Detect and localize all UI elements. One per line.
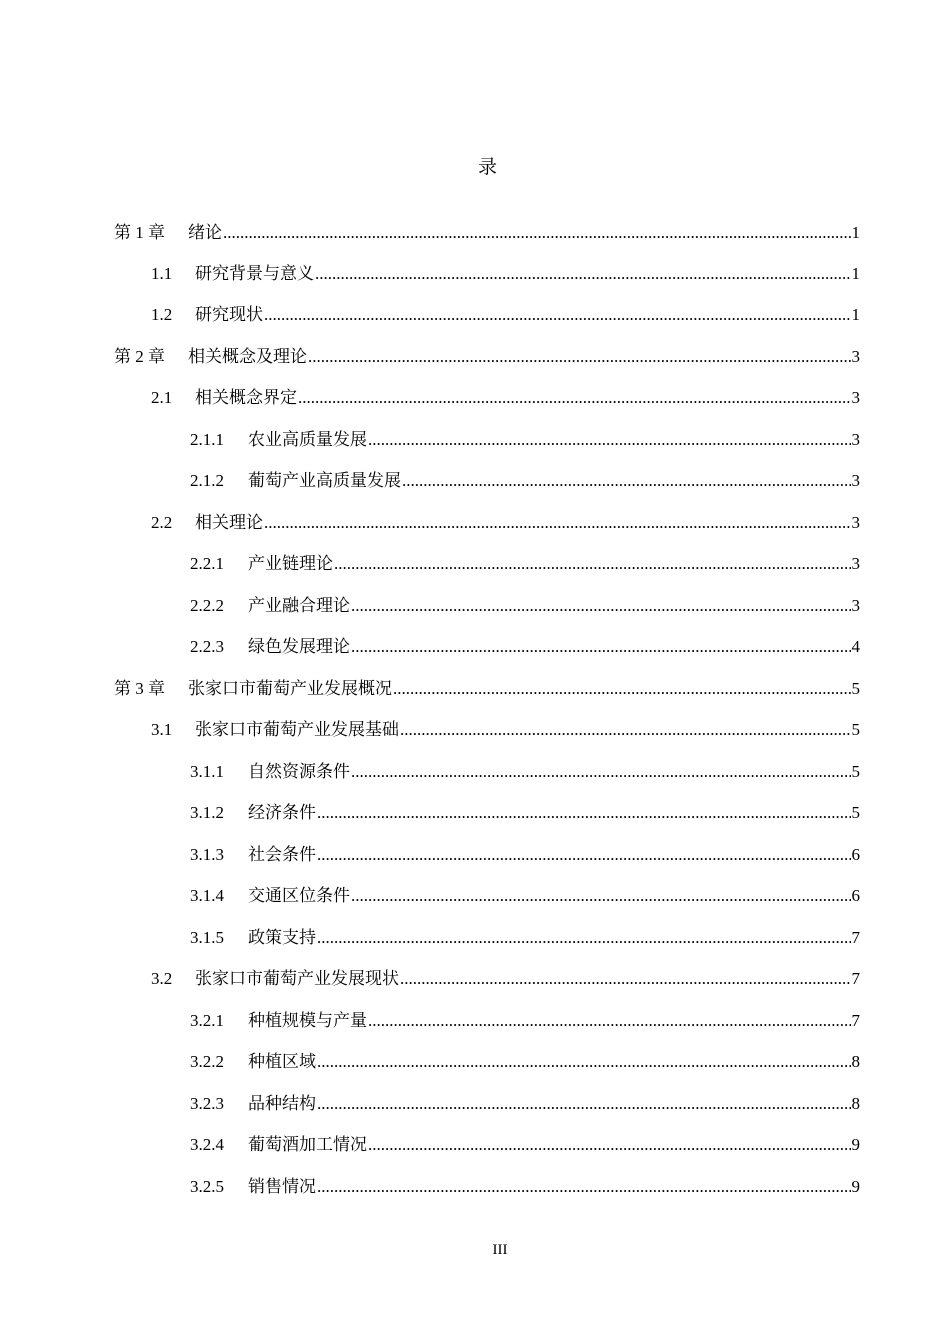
toc-entry[interactable]	[151, 964, 860, 988]
entry-number: 3.2.4	[190, 1135, 224, 1154]
entry-title: 葡萄产业高质量发展	[248, 471, 401, 490]
entry-title: 经济条件	[248, 803, 316, 822]
toc-entry[interactable]	[151, 508, 860, 532]
entry-number: 第 1 章	[114, 223, 165, 242]
entry-page: 6	[851, 845, 860, 864]
entry-page: 1	[851, 223, 860, 242]
entry-number: 3.1	[151, 720, 173, 739]
entry-page: 3	[851, 430, 860, 449]
entry-number: 3.1.1	[190, 762, 224, 781]
toc-entry[interactable]	[190, 1089, 860, 1113]
entry-title: 政策支持	[248, 928, 316, 947]
entry-title: 研究现状	[195, 305, 263, 324]
entry-page: 3	[851, 388, 860, 407]
entry-number: 1.2	[151, 305, 173, 324]
entry-page: 4	[851, 637, 860, 656]
entry-number: 2.1.2	[190, 471, 224, 490]
dot-leader	[317, 1177, 851, 1197]
entry-page: 1	[851, 264, 860, 283]
entry-number: 3.2.2	[190, 1052, 224, 1071]
toc-entry[interactable]	[151, 300, 860, 324]
entry-title: 产业链理论	[248, 554, 333, 573]
dot-leader	[368, 430, 851, 450]
entry-page: 3	[851, 596, 860, 615]
entry-title: 自然资源条件	[248, 762, 350, 781]
dot-leader	[400, 969, 851, 989]
toc-entry[interactable]	[190, 1047, 860, 1071]
entry-title: 相关理论	[195, 513, 263, 532]
toc-entry[interactable]	[114, 218, 860, 242]
entry-number: 第 2 章	[114, 347, 165, 366]
entry-title: 销售情况	[248, 1177, 316, 1196]
page-number: III	[492, 1242, 508, 1258]
toc-entry[interactable]	[190, 632, 860, 656]
entry-page: 9	[851, 1177, 860, 1196]
entry-page: 8	[851, 1052, 860, 1071]
toc-entry[interactable]	[190, 881, 860, 905]
entry-number: 第 3 章	[114, 679, 165, 698]
entry-page: 8	[851, 1094, 860, 1113]
toc-entry[interactable]	[114, 674, 860, 698]
entry-title: 张家口市葡萄产业发展基础	[195, 720, 399, 739]
entry-number: 3.1.2	[190, 803, 224, 822]
entry-number: 3.2.1	[190, 1011, 224, 1030]
entry-page: 5	[851, 762, 860, 781]
entry-number: 3.1.5	[190, 928, 224, 947]
entry-title: 张家口市葡萄产业发展概况	[188, 679, 392, 698]
toc-entry[interactable]	[190, 1172, 860, 1196]
dot-leader	[351, 596, 851, 616]
entry-page: 5	[851, 679, 860, 698]
entry-title: 张家口市葡萄产业发展现状	[195, 969, 399, 988]
entry-title: 农业高质量发展	[248, 430, 367, 449]
entry-page: 1	[851, 305, 860, 324]
dot-leader	[351, 637, 851, 657]
toc-title: 录	[477, 157, 497, 178]
entry-title: 产业融合理论	[248, 596, 350, 615]
entry-title: 相关概念及理论	[188, 347, 307, 366]
entry-title: 种植区域	[248, 1052, 316, 1071]
toc-entry[interactable]	[114, 342, 860, 366]
entry-title: 研究背景与意义	[195, 264, 314, 283]
entry-number: 2.1	[151, 388, 173, 407]
toc-entry[interactable]	[190, 549, 860, 573]
dot-leader	[368, 1135, 851, 1155]
dot-leader	[317, 845, 851, 865]
dot-leader	[315, 264, 851, 284]
toc-entry[interactable]	[190, 923, 860, 947]
entry-number: 3.1.4	[190, 886, 224, 905]
entry-number: 3.2.3	[190, 1094, 224, 1113]
toc-entry[interactable]	[190, 1006, 860, 1030]
toc-entry[interactable]	[151, 715, 860, 739]
entry-title: 相关概念界定	[195, 388, 297, 407]
toc-entry[interactable]	[190, 840, 860, 864]
dot-leader	[264, 305, 851, 325]
entry-title: 品种结构	[248, 1094, 316, 1113]
toc-entry[interactable]	[151, 383, 860, 407]
entry-number: 1.1	[151, 264, 173, 283]
toc-entry[interactable]	[190, 425, 860, 449]
entry-title: 社会条件	[248, 845, 316, 864]
toc-entry[interactable]	[190, 591, 860, 615]
dot-leader	[368, 1011, 851, 1031]
dot-leader	[317, 1094, 851, 1114]
entry-page: 3	[851, 471, 860, 490]
dot-leader	[298, 388, 851, 408]
toc-entry[interactable]	[190, 1130, 860, 1154]
entry-number: 2.2.2	[190, 596, 224, 615]
entry-page: 7	[851, 1011, 860, 1030]
entry-number: 2.2	[151, 513, 173, 532]
entry-page: 3	[851, 513, 860, 532]
entry-title: 绿色发展理论	[248, 637, 350, 656]
dot-leader	[393, 679, 851, 699]
entry-title: 交通区位条件	[248, 886, 350, 905]
entry-title: 绪论	[188, 223, 222, 242]
entry-page: 5	[851, 803, 860, 822]
toc-entry[interactable]	[151, 259, 860, 283]
dot-leader	[264, 513, 851, 533]
entry-number: 3.1.3	[190, 845, 224, 864]
entry-page: 3	[851, 347, 860, 366]
dot-leader	[317, 1052, 851, 1072]
entry-page: 6	[851, 886, 860, 905]
entry-number: 3.2.5	[190, 1177, 224, 1196]
toc-entry[interactable]	[190, 798, 860, 822]
entry-page: 7	[851, 969, 860, 988]
entry-title: 葡萄酒加工情况	[248, 1135, 367, 1154]
dot-leader	[400, 720, 851, 740]
dot-leader	[317, 803, 851, 823]
dot-leader	[317, 928, 851, 948]
entry-number: 2.2.1	[190, 554, 224, 573]
entry-page: 5	[851, 720, 860, 739]
dot-leader	[351, 762, 851, 782]
dot-leader	[402, 471, 851, 491]
entry-number: 2.2.3	[190, 637, 224, 656]
entry-page: 9	[851, 1135, 860, 1154]
entry-page: 7	[851, 928, 860, 947]
dot-leader	[334, 554, 851, 574]
entry-number: 2.1.1	[190, 430, 224, 449]
entry-page: 3	[851, 554, 860, 573]
dot-leader	[223, 223, 851, 243]
toc-entry[interactable]	[190, 466, 860, 490]
entry-number: 3.2	[151, 969, 173, 988]
dot-leader	[351, 886, 851, 906]
dot-leader	[308, 347, 851, 367]
entry-title: 种植规模与产量	[248, 1011, 367, 1030]
toc-entry[interactable]	[190, 757, 860, 781]
